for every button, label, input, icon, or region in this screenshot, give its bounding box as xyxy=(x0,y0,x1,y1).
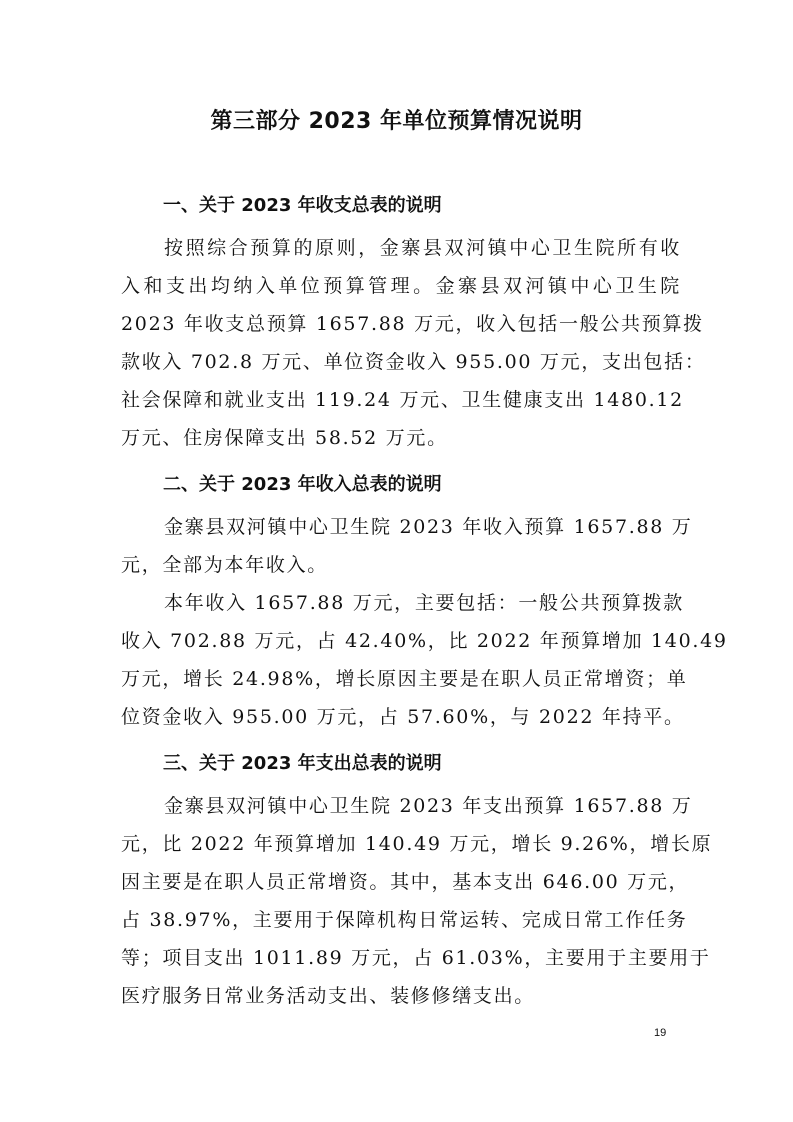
paragraph-line: 元，全部为本年收入。 xyxy=(121,554,329,576)
section-heading-2: 二、关于 2023 年收入总表的说明 xyxy=(163,474,442,495)
paragraph-line: 金寨县双河镇中心卫生院 2023 年支出预算 1657.88 万 xyxy=(164,795,693,817)
paragraph-line: 占 38.97%，主要用于保障机构日常运转、完成日常工作任务 xyxy=(121,909,688,931)
paragraph-line: 社会保障和就业支出 119.24 万元、卫生健康支出 1480.12 xyxy=(121,389,684,411)
paragraph-line: 元，比 2022 年预算增加 140.49 万元，增长 9.26%，增长原 xyxy=(121,833,713,855)
paragraph-line: 医疗服务日常业务活动支出、装修修缮支出。 xyxy=(121,985,536,1007)
page-title: 第三部分 2023 年单位预算情况说明 xyxy=(210,109,583,134)
paragraph-line: 收入 702.88 万元，占 42.40%，比 2022 年预算增加 140.49 xyxy=(121,630,728,652)
paragraph-line: 按照综合预算的原则，金寨县双河镇中心卫生院所有收 xyxy=(164,237,681,259)
paragraph-line: 因主要是在职人员正常增资。其中，基本支出 646.00 万元， xyxy=(121,871,690,893)
section-heading-3: 三、关于 2023 年支出总表的说明 xyxy=(163,753,442,774)
paragraph-line: 本年收入 1657.88 万元，主要包括：一般公共预算拨款 xyxy=(164,592,684,614)
section-heading-1: 一、关于 2023 年收支总表的说明 xyxy=(163,195,442,216)
paragraph-line: 万元，增长 24.98%，增长原因主要是在职人员正常增资；单 xyxy=(121,668,688,690)
page-number: 19 xyxy=(654,1027,667,1039)
paragraph-line: 入和支出均纳入单位预算管理。金寨县双河镇中心卫生院 xyxy=(121,275,681,297)
paragraph-line: 款收入 702.8 万元、单位资金收入 955.00 万元，支出包括： xyxy=(121,351,706,373)
paragraph-line: 万元、住房保障支出 58.52 万元。 xyxy=(121,427,448,449)
paragraph-line: 2023 年收支总预算 1657.88 万元，收入包括一般公共预算拨 xyxy=(121,313,704,335)
paragraph-line: 金寨县双河镇中心卫生院 2023 年收入预算 1657.88 万 xyxy=(164,516,693,538)
paragraph-line: 等；项目支出 1011.89 万元，占 61.03%，主要用于主要用于 xyxy=(121,947,711,969)
paragraph-line: 位资金收入 955.00 万元，占 57.60%，与 2022 年持平。 xyxy=(121,706,685,728)
